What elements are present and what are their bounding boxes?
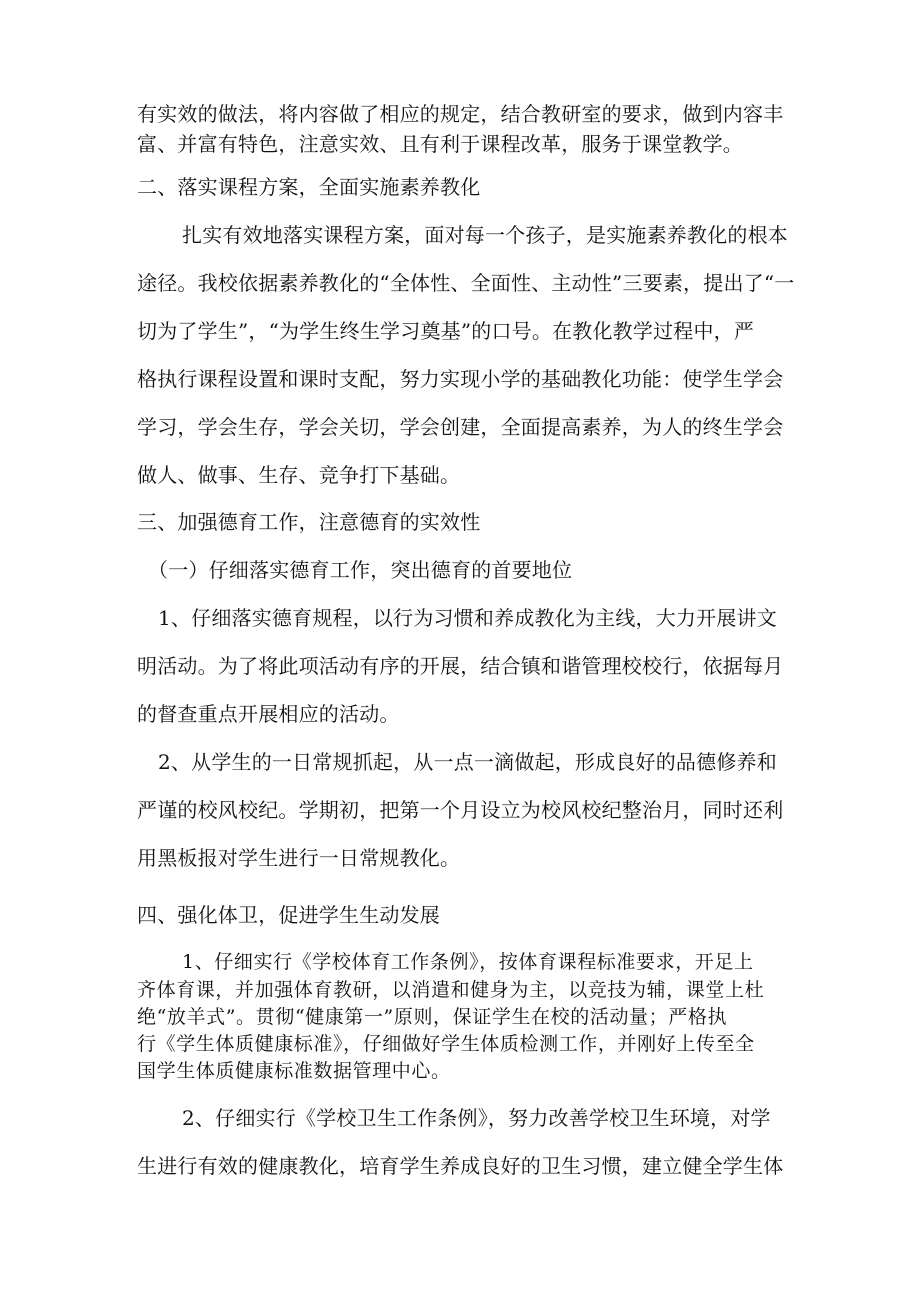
section-4-item-1-line-4: 行《学生体质健康标准》，仔细做好学生体质检测工作，并刚好上传至全 [137,1033,755,1055]
section-2-line-6: 做人、做事、生存、竞争打下基础。 [137,463,461,487]
section-2-heading: 二、落实课程方案，全面实施素养教化 [137,175,481,199]
section-3-item-2-line-3: 用黑板报对学生进行一日常规教化。 [137,846,461,870]
intro-line-2: 富、并富有特色，注意实效、且有利于课程改革，服务于课堂教学。 [137,132,743,156]
section-3-item-1-line-3: 的督查重点开展相应的活动。 [137,702,400,726]
intro-line-1: 有实效的做法，将内容做了相应的规定，结合教研室的要求，做到内容丰 [137,102,784,126]
section-2-line-1: 扎实有效地落实课程方案，面对每一个孩子，是实施素养教化的根本 [182,223,788,247]
section-4-item-1-line-2: 齐体育课，并加强体育教研，以消遣和健身为主，以竞技为辅，课堂上杜 [137,979,765,1001]
section-2-line-4: 格执行课程设置和课时支配，努力实现小学的基础教化功能：使学生学会 [137,367,784,391]
section-3-item-1-line-1: 1、仔细落实德育规程，以行为习惯和养成教化为主线，大力开展讲文 [158,606,777,630]
section-4-item-1-line-1: 1、仔细实行《学校体育工作条例》，按体育课程标准要求，开足上 [182,951,754,973]
section-3-item-1-line-2: 明活动。为了将此项活动有序的开展，结合镇和谐管理校校行，依据每月 [137,654,784,678]
section-2-line-5: 学习，学会生存，学会关切，学会创建，全面提高素养，为人的终生学会 [137,415,784,439]
section-4-item-1-line-5: 国学生体质健康标准数据管理中心。 [137,1060,451,1082]
section-3-subheading: （一）仔细落实德育工作，突出德育的首要地位 [148,558,573,582]
section-4-item-2-line-2: 生进行有效的健康教化，培育学生养成良好的卫生习惯，建立健全学生体 [137,1154,784,1178]
section-2-line-2: 途径。我校依据素养教化的“全体性、全面性、主动性”三要素，提出了“一 [137,271,795,295]
section-4-item-1-line-3: 绝“放羊式”。贯彻“健康第一”原则，保证学生在校的活动量；严格执 [137,1006,728,1028]
section-4-item-2-line-1: 2、仔细实行《学校卫生工作条例》，努力改善学校卫生环境，对学 [182,1106,771,1130]
section-4-heading: 四、强化体卫，促进学生生动发展 [137,903,440,927]
section-3-heading: 三、加强德育工作，注意德育的实效性 [137,510,481,534]
section-2-line-3: 切为了学生”，“为学生终生学习奠基”的口号。在教化教学过程中，严 [137,319,755,343]
section-3-item-2-line-2: 严谨的校风校纪。学期初，把第一个月设立为校风校纪整治月，同时还利 [137,798,784,822]
section-3-item-2-line-1: 2、从学生的一日常规抓起，从一点一滴做起，形成良好的品德修养和 [158,750,777,774]
